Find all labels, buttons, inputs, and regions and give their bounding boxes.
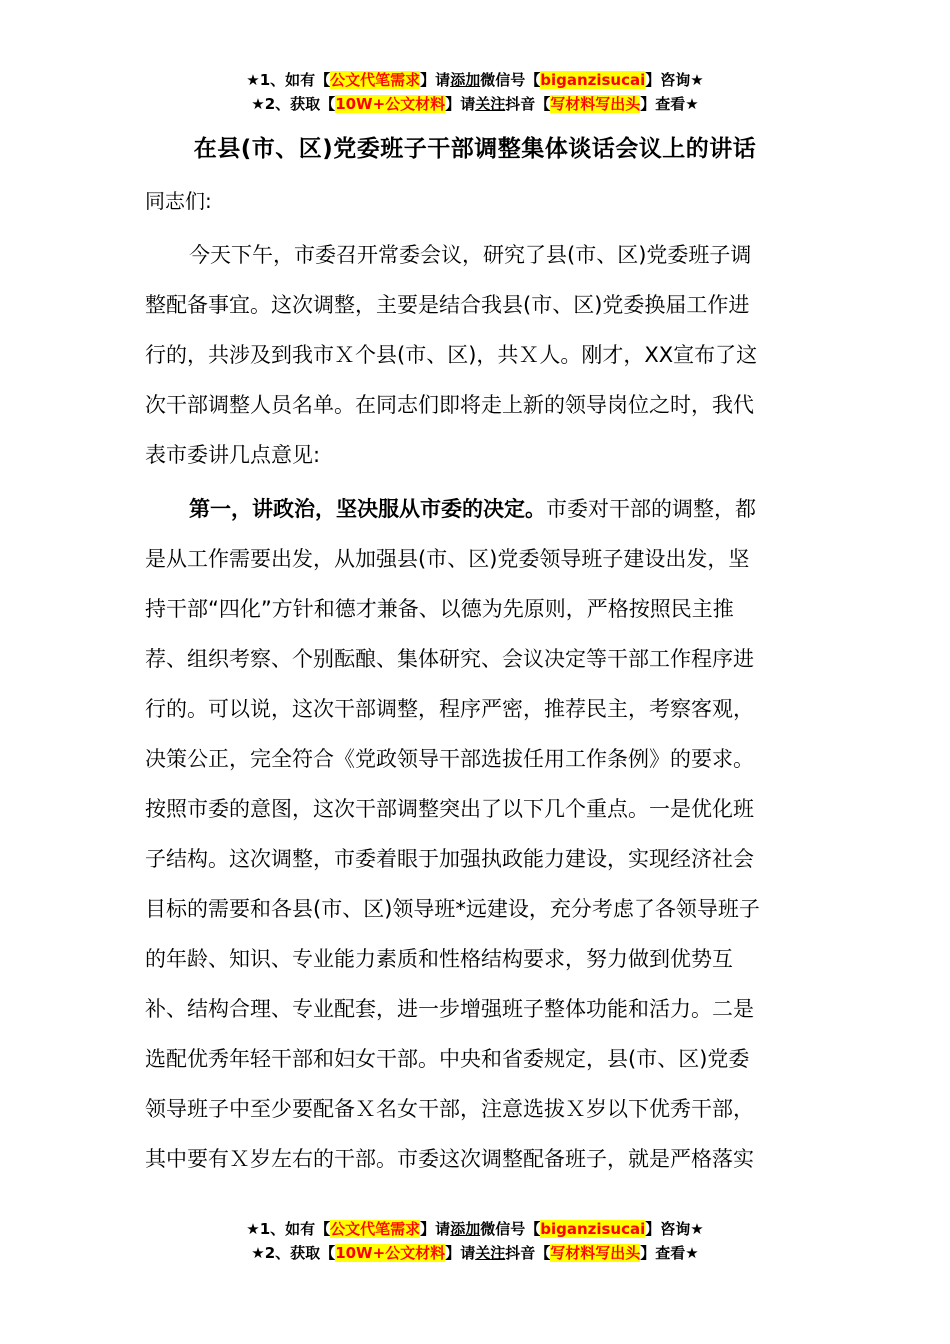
text-line: 荐、组织考察、个别酝酿、集体研究、会议决定等干部工作程序进	[145, 647, 754, 671]
underlined-text: 关注	[475, 1244, 506, 1262]
text-line: 行的，共涉及到我市Ｘ个县(市、区)，共Ｘ人。刚才，XX宣布了这	[145, 343, 758, 367]
banner-text: 】请	[420, 1220, 451, 1238]
highlight-materials: 10W+公文材料	[335, 1244, 446, 1262]
text-line	[145, 484, 810, 534]
banner-text: 抖音【	[505, 95, 551, 113]
banner-text: ★1、如有【	[246, 1220, 331, 1238]
text-line: 按照市委的意图，这次干部调整突出了以下几个重点。一是优化班	[145, 797, 754, 821]
banner-text: 】咨询★	[645, 1220, 704, 1238]
highlight-materials: 10W+公文材料	[335, 95, 446, 113]
text-line: 表市委讲几点意见:	[145, 443, 321, 467]
banner-line-1	[0, 68, 950, 92]
section-heading: 第一，讲政治，坚决服从市委的决定。	[189, 497, 546, 521]
underlined-text: 添加	[450, 71, 481, 89]
highlight-service: 公文代笔需求	[330, 1220, 421, 1238]
banner-text: 】请	[420, 71, 451, 89]
paragraph-2	[145, 484, 810, 1184]
banner-text: 抖音【	[505, 1244, 551, 1262]
banner-text: 】请	[445, 95, 476, 113]
banner-text: 】查看★	[640, 95, 699, 113]
text-line: 行的。可以说，这次干部调整，程序严密，推荐民主，考察客观，	[145, 697, 754, 721]
text-line: 选配优秀年轻干部和妇女干部。中央和省委规定，县(市、区)党委	[145, 1047, 750, 1071]
highlight-service: 公文代笔需求	[330, 71, 421, 89]
text-line: 领导班子中至少要配备Ｘ名女干部，注意选拔Ｘ岁以下优秀干部，	[145, 1097, 754, 1121]
text-line: 补、结构合理、专业配套，进一步增强班子整体功能和活力。二是	[145, 997, 754, 1021]
promo-banner-bottom	[0, 1217, 950, 1265]
document-title: 在县(市、区)党委班子干部调整集体谈话会议上的讲话	[193, 136, 757, 162]
text-line: 子结构。这次调整，市委着眼于加强执政能力建设，实现经济社会	[145, 847, 754, 871]
highlight-douyin-account: 写材料写出头	[550, 95, 641, 113]
banner-text: ★2、获取【	[251, 95, 336, 113]
text-line: 今天下午，市委召开常委会议，研究了县(市、区)党委班子调	[189, 243, 752, 267]
text-run: 市委对干部的调整，都	[546, 497, 756, 521]
banner-line-1	[0, 1217, 950, 1241]
highlight-douyin-account: 写材料写出头	[550, 1244, 641, 1262]
highlight-wechat-id: biganzisucai	[540, 71, 646, 89]
banner-text: 微信号【	[480, 71, 541, 89]
text-line: 持干部“四化”方针和德才兼备、以德为先原则，严格按照民主推	[145, 597, 734, 621]
highlight-wechat-id: biganzisucai	[540, 1220, 646, 1238]
text-line: 目标的需要和各县(市、区)领导班*远建设，充分考虑了各领导班子	[145, 897, 760, 921]
text-line: 其中要有Ｘ岁左右的干部。市委这次调整配备班子，就是严格落实	[145, 1147, 754, 1171]
text-line: 是从工作需要出发，从加强县(市、区)党委领导班子建设出发，坚	[145, 547, 750, 571]
text-line: 决策公正，完全符合《党政领导干部选拔任用工作条例》的要求。	[145, 747, 754, 771]
underlined-text: 关注	[475, 95, 506, 113]
document-body	[145, 230, 810, 1184]
banner-text: ★2、获取【	[251, 1244, 336, 1262]
text-line: 整配备事宜。这次调整，主要是结合我县(市、区)党委换届工作进	[145, 293, 750, 317]
banner-text: 】咨询★	[645, 71, 704, 89]
banner-text: ★1、如有【	[246, 71, 331, 89]
banner-text: 】请	[445, 1244, 476, 1262]
banner-text: 微信号【	[480, 1220, 541, 1238]
salutation: 同志们:	[145, 189, 212, 213]
banner-line-2	[0, 1241, 950, 1265]
banner-line-2	[0, 92, 950, 116]
banner-text: 】查看★	[640, 1244, 699, 1262]
paragraph-1	[145, 230, 810, 480]
text-line: 的年龄、知识、专业能力素质和性格结构要求，努力做到优势互	[145, 947, 733, 971]
promo-banner-top	[0, 68, 950, 116]
underlined-text: 添加	[450, 1220, 481, 1238]
text-line: 次干部调整人员名单。在同志们即将走上新的领导岗位之时，我代	[145, 393, 754, 417]
